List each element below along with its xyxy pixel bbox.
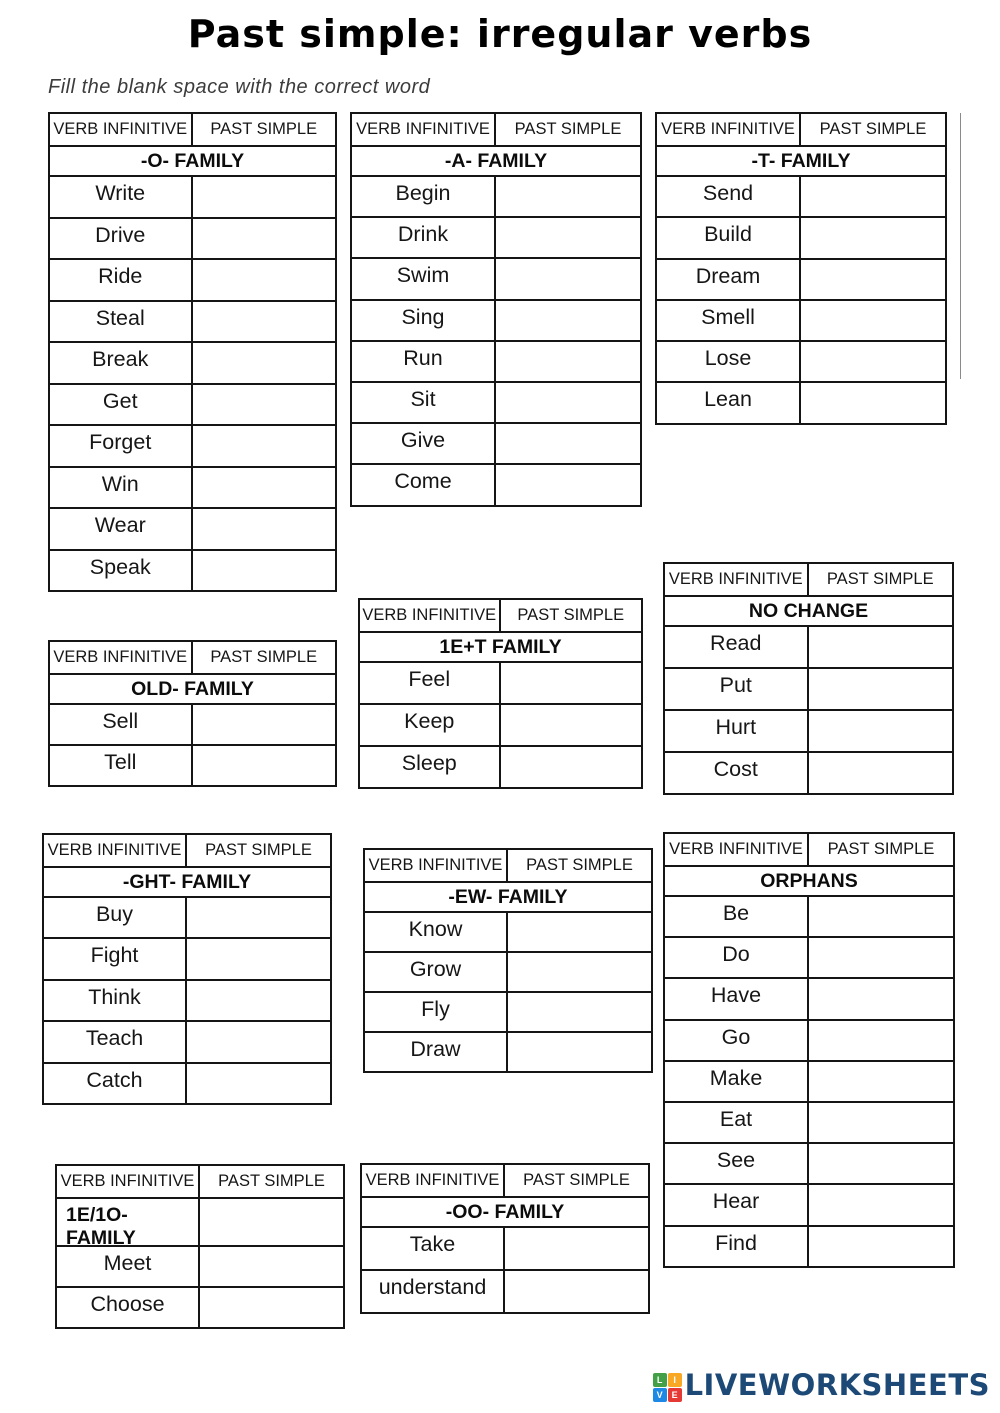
verb-infinitive-cell: Swim <box>352 259 496 298</box>
verb-infinitive-cell: Catch <box>44 1064 187 1103</box>
column-header-past-simple: PAST SIMPLE <box>523 1171 630 1189</box>
verb-row <box>44 937 330 978</box>
answer-blank-cell[interactable] <box>809 1227 953 1266</box>
column-header-verb-infinitive: VERB INFINITIVE <box>44 835 187 866</box>
verb-row <box>657 381 945 422</box>
table-header-row <box>44 835 330 866</box>
verb-infinitive-cell: Sit <box>352 383 496 422</box>
answer-blank-cell[interactable] <box>187 981 330 1020</box>
verb-infinitive-cell: Lose <box>657 342 801 381</box>
verb-row <box>665 1101 953 1142</box>
verb-infinitive-cell: Fly <box>365 993 508 1031</box>
column-header-verb-infinitive: VERB INFINITIVE <box>360 600 501 631</box>
answer-blank-cell[interactable] <box>809 753 953 793</box>
answer-blank-cell[interactable] <box>496 259 640 298</box>
answer-blank-cell[interactable] <box>508 913 651 951</box>
verb-infinitive-cell: Be <box>665 897 809 936</box>
family-label: NO CHANGE <box>748 599 869 622</box>
verb-infinitive-cell: Run <box>352 342 496 381</box>
verb-row <box>352 463 640 504</box>
verb-infinitive-cell: Find <box>665 1227 809 1266</box>
verb-row <box>657 216 945 257</box>
family-label: -EW- FAMILY <box>448 885 568 908</box>
verb-row <box>50 217 335 259</box>
verb-table-t-family <box>655 112 947 425</box>
verb-row <box>665 1183 953 1224</box>
answer-blank-cell[interactable] <box>193 260 336 300</box>
answer-blank-cell[interactable] <box>193 468 336 508</box>
family-row <box>665 865 953 895</box>
answer-blank-cell[interactable] <box>501 705 642 745</box>
verb-row <box>50 507 335 549</box>
answer-blank-cell[interactable] <box>193 746 336 785</box>
verb-infinitive-cell: understand <box>362 1271 505 1312</box>
verb-row <box>44 1020 330 1061</box>
answer-blank-cell[interactable] <box>508 953 651 991</box>
verb-infinitive-cell: Sleep <box>360 747 501 787</box>
verb-infinitive-cell: Smell <box>657 301 801 340</box>
verb-row <box>352 422 640 463</box>
verb-infinitive-cell: Get <box>50 385 193 425</box>
verb-infinitive-cell: Ride <box>50 260 193 300</box>
column-header-past-simple: PAST SIMPLE <box>218 1172 325 1190</box>
answer-blank-cell[interactable] <box>200 1288 343 1327</box>
verb-row <box>365 951 651 991</box>
answer-blank-cell[interactable] <box>809 1144 953 1183</box>
verb-infinitive-cell: Do <box>665 938 809 977</box>
verb-row <box>365 991 651 1031</box>
verb-table-1e-t-family <box>358 598 643 789</box>
verb-row <box>665 751 952 793</box>
answer-blank-cell[interactable] <box>801 383 945 422</box>
logo-square-i: I <box>668 1373 682 1387</box>
answer-blank-cell[interactable] <box>496 218 640 257</box>
verb-infinitive-cell: Drive <box>50 219 193 259</box>
verb-row <box>352 257 640 298</box>
answer-blank-cell[interactable] <box>187 898 330 937</box>
column-header-verb-infinitive: VERB INFINITIVE <box>657 114 801 145</box>
verb-row <box>657 299 945 340</box>
verb-row <box>50 341 335 383</box>
column-header-past-simple: PAST SIMPLE <box>827 840 935 858</box>
verb-infinitive-cell: Begin <box>352 177 496 216</box>
liveworksheets-footer <box>653 1368 990 1402</box>
answer-blank-cell[interactable] <box>809 1062 953 1101</box>
verb-row <box>665 1142 953 1183</box>
family-label: ORPHANS <box>760 869 858 892</box>
column-header-past-simple: PAST SIMPLE <box>210 120 318 138</box>
answer-blank-cell[interactable] <box>505 1228 648 1269</box>
family-row <box>665 595 952 625</box>
family-row <box>352 145 640 175</box>
verb-infinitive-cell: Put <box>665 669 809 709</box>
family-label: -GHT- FAMILY <box>122 870 252 893</box>
verb-row <box>352 175 640 216</box>
verb-row <box>360 703 641 745</box>
family-row <box>44 866 330 896</box>
table-header-row <box>665 564 952 595</box>
verb-row <box>50 258 335 300</box>
answer-blank-cell[interactable] <box>193 219 336 259</box>
verb-infinitive-cell: Give <box>352 424 496 463</box>
verb-infinitive-cell: Teach <box>44 1022 187 1061</box>
answer-blank-cell[interactable] <box>193 177 336 217</box>
column-header-past-simple: PAST SIMPLE <box>514 120 622 138</box>
verb-infinitive-cell: Wear <box>50 509 193 549</box>
verb-table-a-family <box>350 112 642 507</box>
verb-infinitive-cell: Eat <box>665 1103 809 1142</box>
column-header-verb-infinitive: VERB INFINITIVE <box>352 114 496 145</box>
answer-blank-cell[interactable] <box>193 426 336 466</box>
verb-row <box>365 911 651 951</box>
verb-infinitive-cell: Win <box>50 468 193 508</box>
table-header-row <box>657 114 945 145</box>
liveworksheets-brand-text: LIVEWORKSHEETS <box>684 1368 990 1402</box>
verb-infinitive-cell: Send <box>657 177 801 216</box>
verb-row <box>665 1225 953 1266</box>
verb-infinitive-cell: Think <box>44 981 187 1020</box>
column-header-verb-infinitive: VERB INFINITIVE <box>665 834 809 865</box>
family-label: -OO- FAMILY <box>445 1200 565 1223</box>
verb-infinitive-cell: Feel <box>360 663 501 703</box>
verb-row <box>665 625 952 667</box>
answer-blank-cell[interactable] <box>496 424 640 463</box>
table-header-row <box>57 1166 343 1197</box>
answer-blank-cell[interactable] <box>496 383 640 422</box>
verb-infinitive-cell: Know <box>365 913 508 951</box>
verb-row <box>665 667 952 709</box>
answer-blank-cell[interactable] <box>187 939 330 978</box>
answer-blank-cell[interactable] <box>187 1064 330 1103</box>
family-row <box>362 1196 648 1226</box>
answer-blank-cell[interactable] <box>496 342 640 381</box>
answer-blank-cell[interactable] <box>193 385 336 425</box>
verb-row <box>352 216 640 257</box>
verb-table-oo-family <box>360 1163 650 1314</box>
answer-blank-cell[interactable] <box>193 551 336 591</box>
verb-infinitive-cell: Drink <box>352 218 496 257</box>
verb-infinitive-cell: Build <box>657 218 801 257</box>
verb-row <box>352 381 640 422</box>
verb-infinitive-cell: Hear <box>665 1185 809 1224</box>
answer-blank-cell[interactable] <box>809 711 953 751</box>
table-header-row <box>665 834 953 865</box>
verb-infinitive-cell: Dream <box>657 260 801 299</box>
answer-blank-cell[interactable] <box>801 342 945 381</box>
column-header-verb-infinitive: VERB INFINITIVE <box>665 564 809 595</box>
answer-blank-cell[interactable] <box>496 301 640 340</box>
page-edge-line <box>960 113 961 379</box>
verb-infinitive-cell: Keep <box>360 705 501 745</box>
verb-infinitive-cell: Buy <box>44 898 187 937</box>
verb-row <box>657 258 945 299</box>
family-row <box>50 145 335 175</box>
verb-row <box>50 383 335 425</box>
verb-infinitive-cell: Choose <box>57 1288 200 1327</box>
verb-row <box>352 299 640 340</box>
verb-row <box>44 1062 330 1103</box>
verb-row <box>50 549 335 591</box>
verb-row <box>665 977 953 1018</box>
verb-row <box>665 1019 953 1060</box>
verb-table-no-change <box>663 562 954 795</box>
answer-blank-cell[interactable] <box>801 177 945 216</box>
verb-infinitive-cell: Sing <box>352 301 496 340</box>
verb-table-ew-family <box>363 848 653 1073</box>
verb-infinitive-cell: Lean <box>657 383 801 422</box>
column-header-past-simple: PAST SIMPLE <box>819 120 927 138</box>
logo-square-l: L <box>653 1373 667 1387</box>
verb-row <box>44 979 330 1020</box>
family-row <box>50 673 335 703</box>
answer-blank-cell[interactable] <box>801 260 945 299</box>
family-label: -A- FAMILY <box>444 149 548 172</box>
answer-blank-cell[interactable] <box>193 302 336 342</box>
logo-square-v: V <box>653 1388 667 1402</box>
liveworksheets-logo-icon <box>653 1373 682 1402</box>
verb-row <box>50 300 335 342</box>
table-header-row <box>50 114 335 145</box>
family-row <box>360 631 641 661</box>
answer-blank-cell[interactable] <box>193 705 336 744</box>
verb-infinitive-cell: Write <box>50 177 193 217</box>
answer-blank-cell[interactable] <box>809 938 953 977</box>
column-header-past-simple: PAST SIMPLE <box>517 606 625 624</box>
answer-blank-cell[interactable] <box>801 301 945 340</box>
verb-infinitive-cell: Go <box>665 1021 809 1060</box>
answer-blank-cell[interactable] <box>809 627 953 667</box>
answer-blank-cell[interactable] <box>193 343 336 383</box>
answer-blank-cell[interactable] <box>809 669 953 709</box>
verb-row <box>50 703 335 744</box>
column-header-past-simple: PAST SIMPLE <box>526 856 633 874</box>
verb-row <box>50 744 335 785</box>
verb-row <box>365 1031 651 1071</box>
verb-infinitive-cell: Make <box>665 1062 809 1101</box>
table-header-row <box>362 1165 648 1196</box>
table-header-row <box>50 642 335 673</box>
instructions-text: Fill the blank space with the correct word <box>48 76 431 98</box>
answer-blank-cell[interactable] <box>809 1185 953 1224</box>
answer-blank-cell[interactable] <box>508 993 651 1031</box>
table-header-row <box>360 600 641 631</box>
verb-infinitive-cell: Have <box>665 979 809 1018</box>
column-header-verb-infinitive: VERB INFINITIVE <box>57 1166 200 1197</box>
answer-blank-cell[interactable] <box>809 1103 953 1142</box>
answer-blank-cell[interactable] <box>200 1247 343 1286</box>
verb-infinitive-cell: Hurt <box>665 711 809 751</box>
verb-infinitive-cell: Cost <box>665 753 809 793</box>
verb-infinitive-cell: Take <box>362 1228 505 1269</box>
verb-infinitive-cell: Read <box>665 627 809 667</box>
verb-infinitive-cell: Steal <box>50 302 193 342</box>
verb-row <box>657 340 945 381</box>
family-row <box>57 1197 343 1245</box>
verb-row <box>50 175 335 217</box>
answer-blank-cell[interactable] <box>501 747 642 787</box>
table-header-row <box>365 850 651 881</box>
verb-infinitive-cell: See <box>665 1144 809 1183</box>
verb-row <box>360 745 641 787</box>
column-header-verb-infinitive: VERB INFINITIVE <box>365 850 508 881</box>
answer-blank-cell[interactable] <box>801 218 945 257</box>
table-header-row <box>352 114 640 145</box>
answer-blank-cell[interactable] <box>193 509 336 549</box>
verb-table-o-family <box>48 112 337 592</box>
verb-infinitive-cell: Come <box>352 465 496 504</box>
verb-infinitive-cell: Forget <box>50 426 193 466</box>
answer-blank-cell[interactable] <box>809 979 953 1018</box>
answer-blank-cell[interactable] <box>505 1271 648 1312</box>
family-label: -O- FAMILY <box>140 149 245 172</box>
verb-table-old-family <box>48 640 337 787</box>
verb-row <box>665 1060 953 1101</box>
verb-row <box>44 896 330 937</box>
verb-row <box>352 340 640 381</box>
verb-row <box>657 175 945 216</box>
family-row <box>657 145 945 175</box>
column-header-past-simple: PAST SIMPLE <box>210 648 318 666</box>
verb-row <box>50 466 335 508</box>
verb-infinitive-cell: Meet <box>57 1247 200 1286</box>
verb-infinitive-cell: Tell <box>50 746 193 785</box>
verb-infinitive-cell: Break <box>50 343 193 383</box>
family-label: -T- FAMILY <box>751 149 851 172</box>
verb-row <box>50 424 335 466</box>
column-header-past-simple: PAST SIMPLE <box>205 841 312 859</box>
verb-infinitive-cell: Speak <box>50 551 193 591</box>
family-label: 1E/1O- FAMILY <box>57 1199 200 1245</box>
answer-blank-cell[interactable] <box>496 177 640 216</box>
verb-row <box>360 661 641 703</box>
verb-table-ght-family <box>42 833 332 1105</box>
column-header-verb-infinitive: VERB INFINITIVE <box>50 642 193 673</box>
answer-blank-cell[interactable] <box>496 465 640 504</box>
column-header-past-simple: PAST SIMPLE <box>826 570 934 588</box>
page-title: Past simple: irregular verbs <box>187 12 813 56</box>
verb-row <box>362 1226 648 1269</box>
verb-infinitive-cell: Fight <box>44 939 187 978</box>
answer-blank-cell[interactable] <box>200 1199 343 1245</box>
verb-infinitive-cell: Draw <box>365 1033 508 1071</box>
answer-blank-cell[interactable] <box>508 1033 651 1071</box>
verb-row <box>665 936 953 977</box>
logo-square-e: E <box>668 1388 682 1402</box>
verb-infinitive-cell: Sell <box>50 705 193 744</box>
column-header-verb-infinitive: VERB INFINITIVE <box>362 1165 505 1196</box>
verb-row <box>57 1245 343 1286</box>
verb-table-orphans <box>663 832 955 1268</box>
verb-row <box>665 709 952 751</box>
family-label: OLD- FAMILY <box>131 677 254 700</box>
verb-table-1e-1o-family <box>55 1164 345 1329</box>
answer-blank-cell[interactable] <box>501 663 642 703</box>
answer-blank-cell[interactable] <box>809 1021 953 1060</box>
verb-row <box>362 1269 648 1312</box>
verb-row <box>665 895 953 936</box>
family-label: 1E+T FAMILY <box>439 635 562 658</box>
family-row <box>365 881 651 911</box>
verb-row <box>57 1286 343 1327</box>
answer-blank-cell[interactable] <box>187 1022 330 1061</box>
verb-infinitive-cell: Grow <box>365 953 508 991</box>
column-header-verb-infinitive: VERB INFINITIVE <box>50 114 193 145</box>
answer-blank-cell[interactable] <box>809 897 953 936</box>
